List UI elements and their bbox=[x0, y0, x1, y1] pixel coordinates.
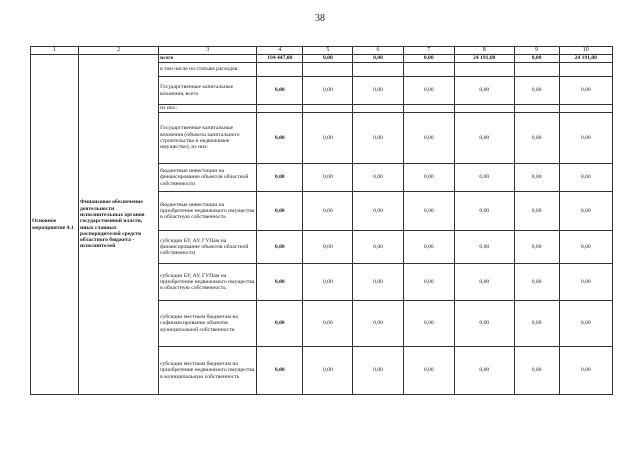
row-label: субсидии местным бюджетам на софинансирование объектов муниципальной собственности bbox=[159, 301, 257, 347]
value-cell: 0,00 bbox=[514, 55, 559, 63]
value-cell: 24 191,00 bbox=[454, 55, 514, 63]
value-cell: 0,00 bbox=[559, 77, 612, 105]
row-label: Государственные капитальные вложения, всего bbox=[159, 77, 257, 105]
value-cell bbox=[353, 63, 403, 77]
value-cell: 0,00 bbox=[514, 77, 559, 105]
value-cell: 0,00 bbox=[257, 77, 303, 105]
value-cell: 0,00 bbox=[257, 264, 303, 301]
row-label: из них: bbox=[159, 105, 257, 113]
value-cell: 194 447,00 bbox=[257, 55, 303, 63]
table-row bbox=[31, 55, 613, 63]
value-cell bbox=[559, 105, 612, 113]
page-number: 38 bbox=[315, 13, 325, 24]
value-cell: 0,00 bbox=[257, 231, 303, 264]
value-cell: 0,00 bbox=[353, 192, 403, 231]
value-cell bbox=[303, 63, 353, 77]
value-cell: 0,00 bbox=[257, 164, 303, 192]
value-cell: 0,00 bbox=[454, 192, 514, 231]
value-cell: 0,00 bbox=[353, 347, 403, 395]
value-cell: 0,00 bbox=[303, 347, 353, 395]
value-cell: 24 191,00 bbox=[559, 55, 612, 63]
value-cell: 0,00 bbox=[353, 77, 403, 105]
row-label: в том числе по статьям расходов: bbox=[159, 63, 257, 77]
value-cell bbox=[403, 105, 454, 113]
value-cell bbox=[559, 63, 612, 77]
value-cell bbox=[257, 105, 303, 113]
column-number: 6 bbox=[353, 47, 403, 55]
column-number: 7 bbox=[403, 47, 454, 55]
value-cell: 0,00 bbox=[303, 192, 353, 231]
value-cell: 0,00 bbox=[514, 264, 559, 301]
value-cell: 0,00 bbox=[303, 113, 353, 164]
value-cell: 0,00 bbox=[403, 113, 454, 164]
value-cell: 0,00 bbox=[403, 347, 454, 395]
column-number-row bbox=[31, 47, 613, 55]
budget-table bbox=[30, 46, 613, 395]
value-cell: 0,00 bbox=[303, 264, 353, 301]
value-cell: 0,00 bbox=[353, 231, 403, 264]
value-cell: 0,00 bbox=[403, 264, 454, 301]
value-cell: 0,00 bbox=[257, 192, 303, 231]
activity-description: Финансовое обеспечение деятельности исполнительных органов государственной власти, иных главных распорядителей средств областного бюджета - исполнителей bbox=[79, 55, 159, 395]
value-cell: 0,00 bbox=[454, 164, 514, 192]
row-label: бюджетные инвестиции на приобретение недвижимого имущества в областную собственность bbox=[159, 192, 257, 231]
row-label: субсидии БУ, АУ, ГУПам на приобретение недвижимого имущества в областную собственность bbox=[159, 264, 257, 301]
column-number: 10 bbox=[559, 47, 612, 55]
value-cell: 0,00 bbox=[559, 231, 612, 264]
value-cell bbox=[454, 105, 514, 113]
column-number: 8 bbox=[454, 47, 514, 55]
value-cell bbox=[257, 63, 303, 77]
value-cell: 0,00 bbox=[303, 164, 353, 192]
value-cell: 0,00 bbox=[403, 164, 454, 192]
value-cell: 0,00 bbox=[454, 77, 514, 105]
row-label: субсидии местным бюджетам на приобретение недвижимого имущества в муниципальную собственность bbox=[159, 347, 257, 395]
value-cell: 0,00 bbox=[353, 113, 403, 164]
value-cell: 0,00 bbox=[403, 192, 454, 231]
row-label: Государственные капитальные вложения (объекты капитального строительства и недвижимое имущество), из них: bbox=[159, 113, 257, 164]
value-cell: 0,00 bbox=[514, 192, 559, 231]
value-cell: 0,00 bbox=[454, 301, 514, 347]
value-cell: 0,00 bbox=[514, 164, 559, 192]
value-cell bbox=[514, 63, 559, 77]
row-label: субсидии БУ, АУ, ГУПам на финансирование объектов областной собственности bbox=[159, 231, 257, 264]
value-cell: 0,00 bbox=[559, 301, 612, 347]
value-cell: 0,00 bbox=[559, 164, 612, 192]
value-cell bbox=[514, 105, 559, 113]
value-cell: 0,00 bbox=[559, 347, 612, 395]
column-number: 4 bbox=[257, 47, 303, 55]
value-cell bbox=[303, 105, 353, 113]
value-cell: 0,00 bbox=[559, 113, 612, 164]
value-cell: 0,00 bbox=[403, 77, 454, 105]
value-cell bbox=[454, 63, 514, 77]
value-cell: 0,00 bbox=[403, 301, 454, 347]
row-label: бюджетные инвестиции на финансирование объектов областной собственности bbox=[159, 164, 257, 192]
value-cell: 0,00 bbox=[257, 347, 303, 395]
value-cell bbox=[353, 105, 403, 113]
value-cell: 0,00 bbox=[303, 301, 353, 347]
value-cell: 0,00 bbox=[303, 231, 353, 264]
value-cell: 0,00 bbox=[514, 113, 559, 164]
value-cell: 0,00 bbox=[257, 301, 303, 347]
value-cell: 0,00 bbox=[454, 231, 514, 264]
column-number: 1 bbox=[31, 47, 79, 55]
value-cell: 0,00 bbox=[454, 347, 514, 395]
value-cell: 0,00 bbox=[257, 113, 303, 164]
column-number: 5 bbox=[303, 47, 353, 55]
column-number: 9 bbox=[514, 47, 559, 55]
value-cell: 0,00 bbox=[559, 192, 612, 231]
value-cell: 0,00 bbox=[514, 347, 559, 395]
value-cell: 0,00 bbox=[514, 301, 559, 347]
value-cell: 0,00 bbox=[303, 55, 353, 63]
value-cell: 0,00 bbox=[403, 55, 454, 63]
value-cell: 0,00 bbox=[353, 264, 403, 301]
column-number: 2 bbox=[79, 47, 159, 55]
value-cell: 0,00 bbox=[514, 231, 559, 264]
value-cell: 0,00 bbox=[353, 164, 403, 192]
value-cell: 0,00 bbox=[353, 301, 403, 347]
value-cell: 0,00 bbox=[454, 264, 514, 301]
activity-name: Основное мероприятие 4.1 bbox=[31, 55, 79, 395]
value-cell: 0,00 bbox=[559, 264, 612, 301]
row-label: всего bbox=[159, 55, 257, 63]
value-cell: 0,00 bbox=[303, 77, 353, 105]
value-cell bbox=[403, 63, 454, 77]
column-number: 3 bbox=[159, 47, 257, 55]
value-cell: 0,00 bbox=[353, 55, 403, 63]
value-cell: 0,00 bbox=[403, 231, 454, 264]
value-cell: 0,00 bbox=[454, 113, 514, 164]
